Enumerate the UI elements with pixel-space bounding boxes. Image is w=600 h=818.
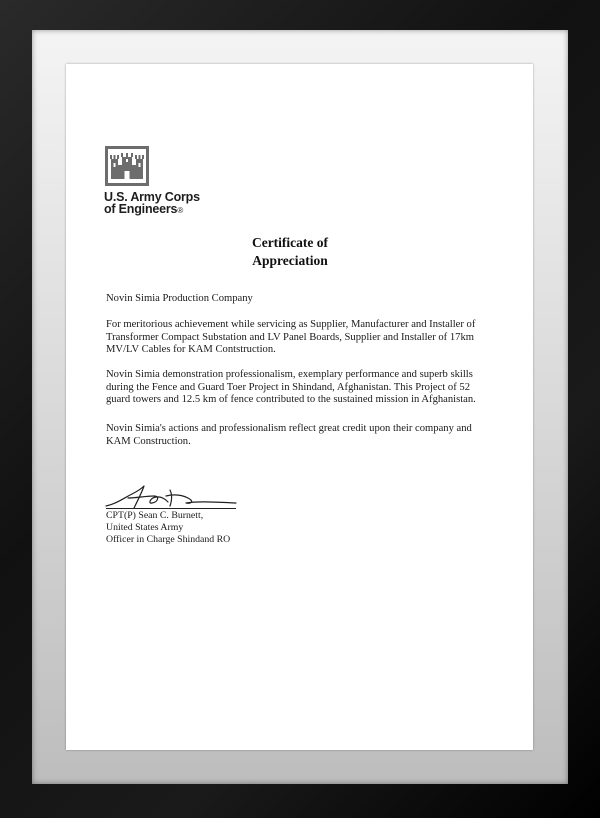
logo-line-2: of Engineers®: [104, 202, 184, 216]
castle-icon: [105, 146, 149, 186]
usace-logo: [104, 146, 200, 217]
paragraph-performance: Novin Simia demonstration professionalism, exemplary performance and superb skills during the Fence and Guard Toer Project in Shindand, Afghanistan. This Project of 52 guard towers and 12.5 km of fence contributed to the sustained mission in Afghanistan.: [106, 369, 476, 406]
signer-name: CPT(P) Sean C. Burnett,: [106, 510, 204, 521]
signer-role: Officer in Charge Shindand RO: [106, 534, 231, 546]
paragraph-achievement: For meritorious achievement while servicing as Supplier, Manufacturer and Installer of Transformer Compact Substation and LV Panel Boards, Supplier and Installer of 17km MV/LV Cables for KAM Contstruction.: [106, 319, 476, 356]
logo-wordmark: [104, 191, 200, 217]
title-line-1: Certificate of: [251, 235, 329, 250]
logo-line-1: U.S. Army Corps: [104, 190, 200, 204]
recipient-name: Novin Simia Production Company: [106, 293, 253, 304]
signature-line: [106, 508, 236, 509]
paragraph-credit: Novin Simia's actions and professionalism reflect great credit upon their company and KAM Construction.: [106, 423, 472, 447]
signer-block: [106, 510, 230, 547]
title-line-2: Appreciation: [252, 253, 328, 268]
certificate-title: [160, 234, 420, 270]
signer-organization: United States Army: [106, 522, 184, 534]
